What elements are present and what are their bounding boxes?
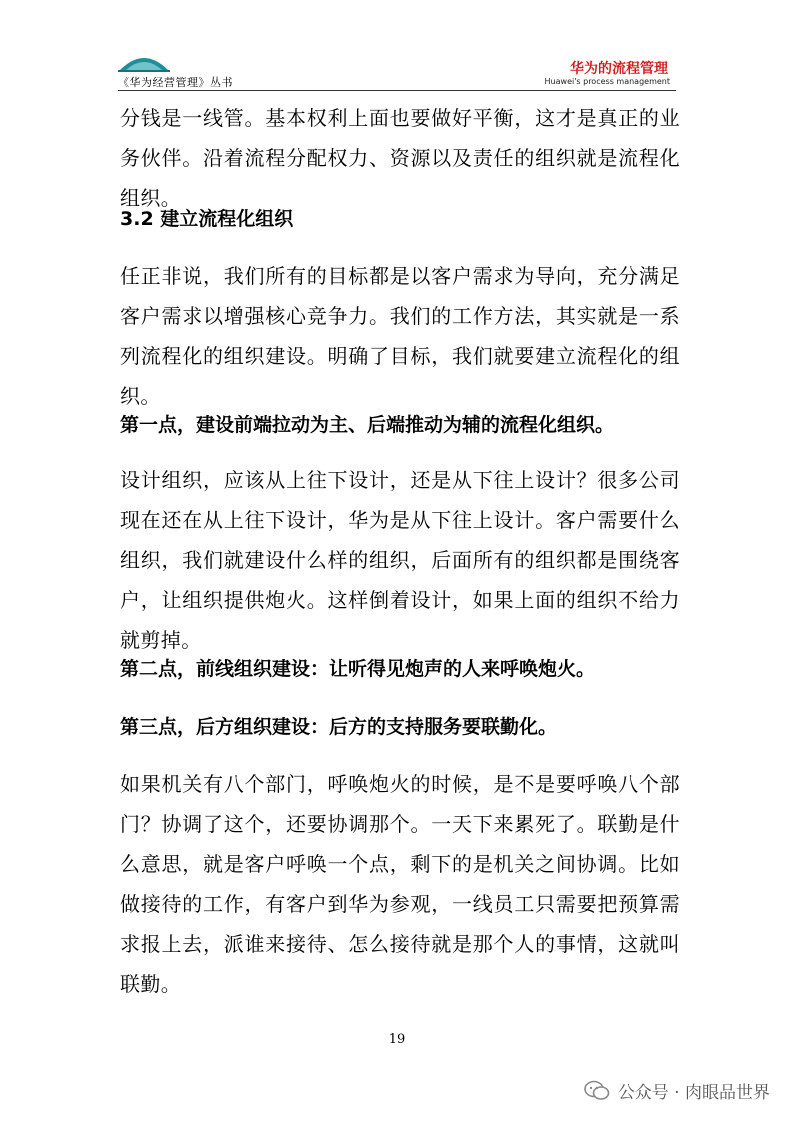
paragraph-1: 分钱是一线管。基本权利上面也要做好平衡，这才是真正的业务伙伴。沿着流程分配权力、资源以及责任的组织就是流程化组织。	[120, 106, 680, 210]
page-number: 19	[388, 1032, 406, 1047]
paragraph-3: 设计组织，应该从上往下设计，还是从下往上设计？很多公司现在还在从上往下设计，华为是从下往上设计。客户需要什么组织，我们就建设什么样的组织，后面所有的组织都是围绕客户，让组织提供炮火。这样倒着设计，如果上面的组织不给力就剪掉。	[120, 468, 680, 652]
point-1: 第一点，建设前端拉动为主、后端推动为辅的流程化组织。	[120, 414, 615, 436]
brand-title: 华为的流程管理	[570, 61, 668, 77]
header-divider	[118, 90, 676, 91]
section-heading-block	[120, 204, 680, 234]
point-3-block	[120, 712, 680, 742]
series-title: 《华为经营管理》丛书	[118, 76, 233, 89]
point-3: 第三点，后方组织建设：后方的支持服务要联勤化。	[120, 716, 558, 738]
point-2: 第二点，前线组织建设：让听得见炮声的人来呼唤炮火。	[120, 658, 596, 680]
watermark-text: 公众号 · 肉眼品世界	[617, 1083, 770, 1103]
paragraph-2: 任正非说，我们所有的目标都是以客户需求为导向，充分满足客户需求以增强核心竞争力。我们的工作方法，其实就是一系列流程化的组织建设。明确了目标，我们就要建立流程化的组织。	[120, 264, 680, 408]
brand-subtitle: Huawei's process management	[544, 77, 670, 86]
watermark	[584, 1078, 770, 1103]
paragraph-3-block	[120, 460, 680, 660]
point-2-block	[120, 654, 680, 684]
page-header	[118, 50, 676, 92]
paragraph-2-block	[120, 256, 680, 416]
paragraph-4: 如果机关有八个部门，呼唤炮火的时候，是不是要呼唤八个部门？协调了这个，还要协调那个。一天下来累死了。联勤是什么意思，就是客户呼唤一个点，剩下的是机关之间协调。比如做接待的工作，有客户到华为参观，一线员工只需要把预算需求报上去，派谁来接待、怎么接待就是那个人的事情，这就叫联勤。	[120, 772, 680, 996]
paragraph-4-block	[120, 764, 680, 1004]
mountain-logo-icon	[118, 50, 170, 72]
point-1-block	[120, 410, 680, 440]
section-heading: 3.2 建立流程化组织	[120, 208, 294, 230]
paragraph-1-block	[120, 98, 680, 218]
wechat-icon	[584, 1080, 610, 1102]
